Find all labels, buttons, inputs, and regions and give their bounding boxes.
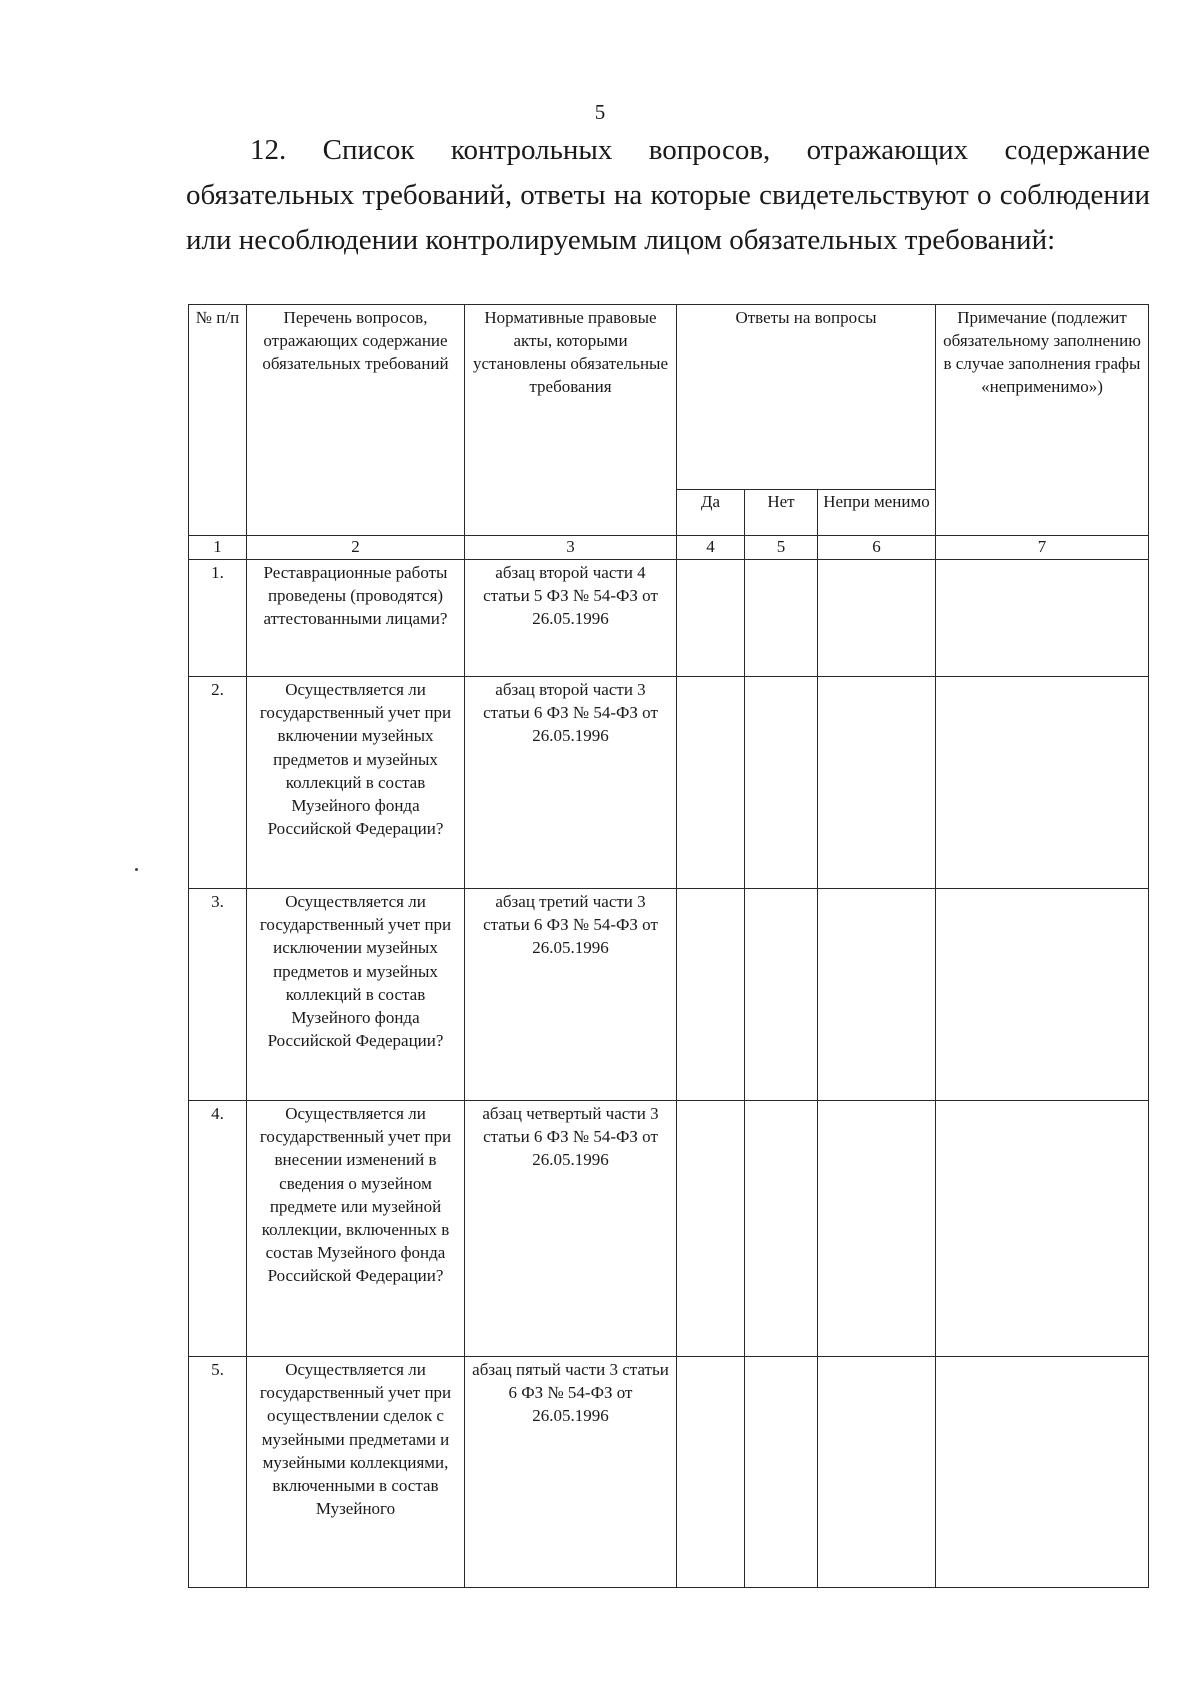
- note-cell[interactable]: [936, 889, 1149, 1101]
- header-answers: Ответы на вопросы: [677, 305, 936, 490]
- row-act: абзац четвертый части 3 статьи 6 ФЗ № 54-ФЗ от 26.05.1996: [465, 1101, 677, 1357]
- answer-yes-cell[interactable]: [677, 1101, 745, 1357]
- column-number: 3: [465, 536, 677, 560]
- answer-no-cell[interactable]: [745, 560, 818, 677]
- row-question: Осуществляется ли государственный учет при включении музейных предметов и музейных коллекций в состав Музейного фонда Российской Федерации?: [247, 677, 465, 889]
- note-cell[interactable]: [936, 560, 1149, 677]
- row-question: Осуществляется ли государственный учет при внесении изменений в сведения о музейном предмете или музейной коллекции, включенных в состав Музейного фонда Российской Федерации?: [247, 1101, 465, 1357]
- header-num: № п/п: [189, 305, 247, 536]
- header-note: Примечание (подлежит обязательному заполнению в случае заполнения графы «неприменимо»): [936, 305, 1149, 536]
- row-act: абзац второй части 3 статьи 6 ФЗ № 54-ФЗ от 26.05.1996: [465, 677, 677, 889]
- row-number: 4.: [189, 1101, 247, 1357]
- answer-no-cell[interactable]: [745, 1101, 818, 1357]
- table-row: [189, 889, 1149, 1101]
- answer-na-cell[interactable]: [818, 677, 936, 889]
- header-row: [189, 305, 1149, 490]
- answer-no-cell[interactable]: [745, 677, 818, 889]
- row-number: 5.: [189, 1357, 247, 1588]
- column-number: 4: [677, 536, 745, 560]
- header-questions: Перечень вопросов, отражающих содержание обязательных требований: [247, 305, 465, 536]
- column-number: 5: [745, 536, 818, 560]
- answer-yes-cell[interactable]: [677, 889, 745, 1101]
- column-number-row: [189, 536, 1149, 560]
- answer-na-cell[interactable]: [818, 560, 936, 677]
- answer-na-cell[interactable]: [818, 1101, 936, 1357]
- table-row: [189, 560, 1149, 677]
- answer-yes-cell[interactable]: [677, 677, 745, 889]
- answer-na-cell[interactable]: [818, 889, 936, 1101]
- table-row: [189, 1101, 1149, 1357]
- note-cell[interactable]: [936, 1101, 1149, 1357]
- row-act: абзац пятый части 3 статьи 6 ФЗ № 54-ФЗ от 26.05.1996: [465, 1357, 677, 1588]
- page-number: 5: [594, 100, 606, 124]
- header-yes: Да: [677, 490, 745, 536]
- column-number: 7: [936, 536, 1149, 560]
- row-question: Осуществляется ли государственный учет при осуществлении сделок с музейными предметами и музейными коллекциями, включенными в состав Музейного: [247, 1357, 465, 1588]
- row-number: 3.: [189, 889, 247, 1101]
- row-question: Осуществляется ли государственный учет при исключении музейных предметов и музейных коллекций в состав Музейного фонда Российской Федерации?: [247, 889, 465, 1101]
- section-heading: 12. Список контрольных вопросов, отражающих содержание обязательных требований, ответы на которые свидетельствуют о соблюдении или несоблюдении контролируемым лицом обязательных требований:: [186, 134, 1150, 256]
- answer-yes-cell[interactable]: [677, 560, 745, 677]
- table-row: [189, 677, 1149, 889]
- note-cell[interactable]: [936, 677, 1149, 889]
- row-number: 1.: [189, 560, 247, 677]
- header-na: Непри менимо: [818, 490, 936, 536]
- answer-yes-cell[interactable]: [677, 1357, 745, 1588]
- row-number: 2.: [189, 677, 247, 889]
- note-cell[interactable]: [936, 1357, 1149, 1588]
- column-number: 1: [189, 536, 247, 560]
- row-act: абзац третий части 3 статьи 6 ФЗ № 54-ФЗ от 26.05.1996: [465, 889, 677, 1101]
- header-no: Нет: [745, 490, 818, 536]
- answer-na-cell[interactable]: [818, 1357, 936, 1588]
- scan-speck: [135, 868, 138, 871]
- header-acts: Нормативные правовые акты, которыми установлены обязательные требования: [465, 305, 677, 536]
- row-act: абзац второй части 4 статьи 5 ФЗ № 54-ФЗ от 26.05.1996: [465, 560, 677, 677]
- column-number: 2: [247, 536, 465, 560]
- answer-no-cell[interactable]: [745, 1357, 818, 1588]
- checklist-table: [188, 304, 1149, 1588]
- row-question: Реставрационные работы проведены (проводятся) аттестованными лицами?: [247, 560, 465, 677]
- table-row: [189, 1357, 1149, 1588]
- column-number: 6: [818, 536, 936, 560]
- answer-no-cell[interactable]: [745, 889, 818, 1101]
